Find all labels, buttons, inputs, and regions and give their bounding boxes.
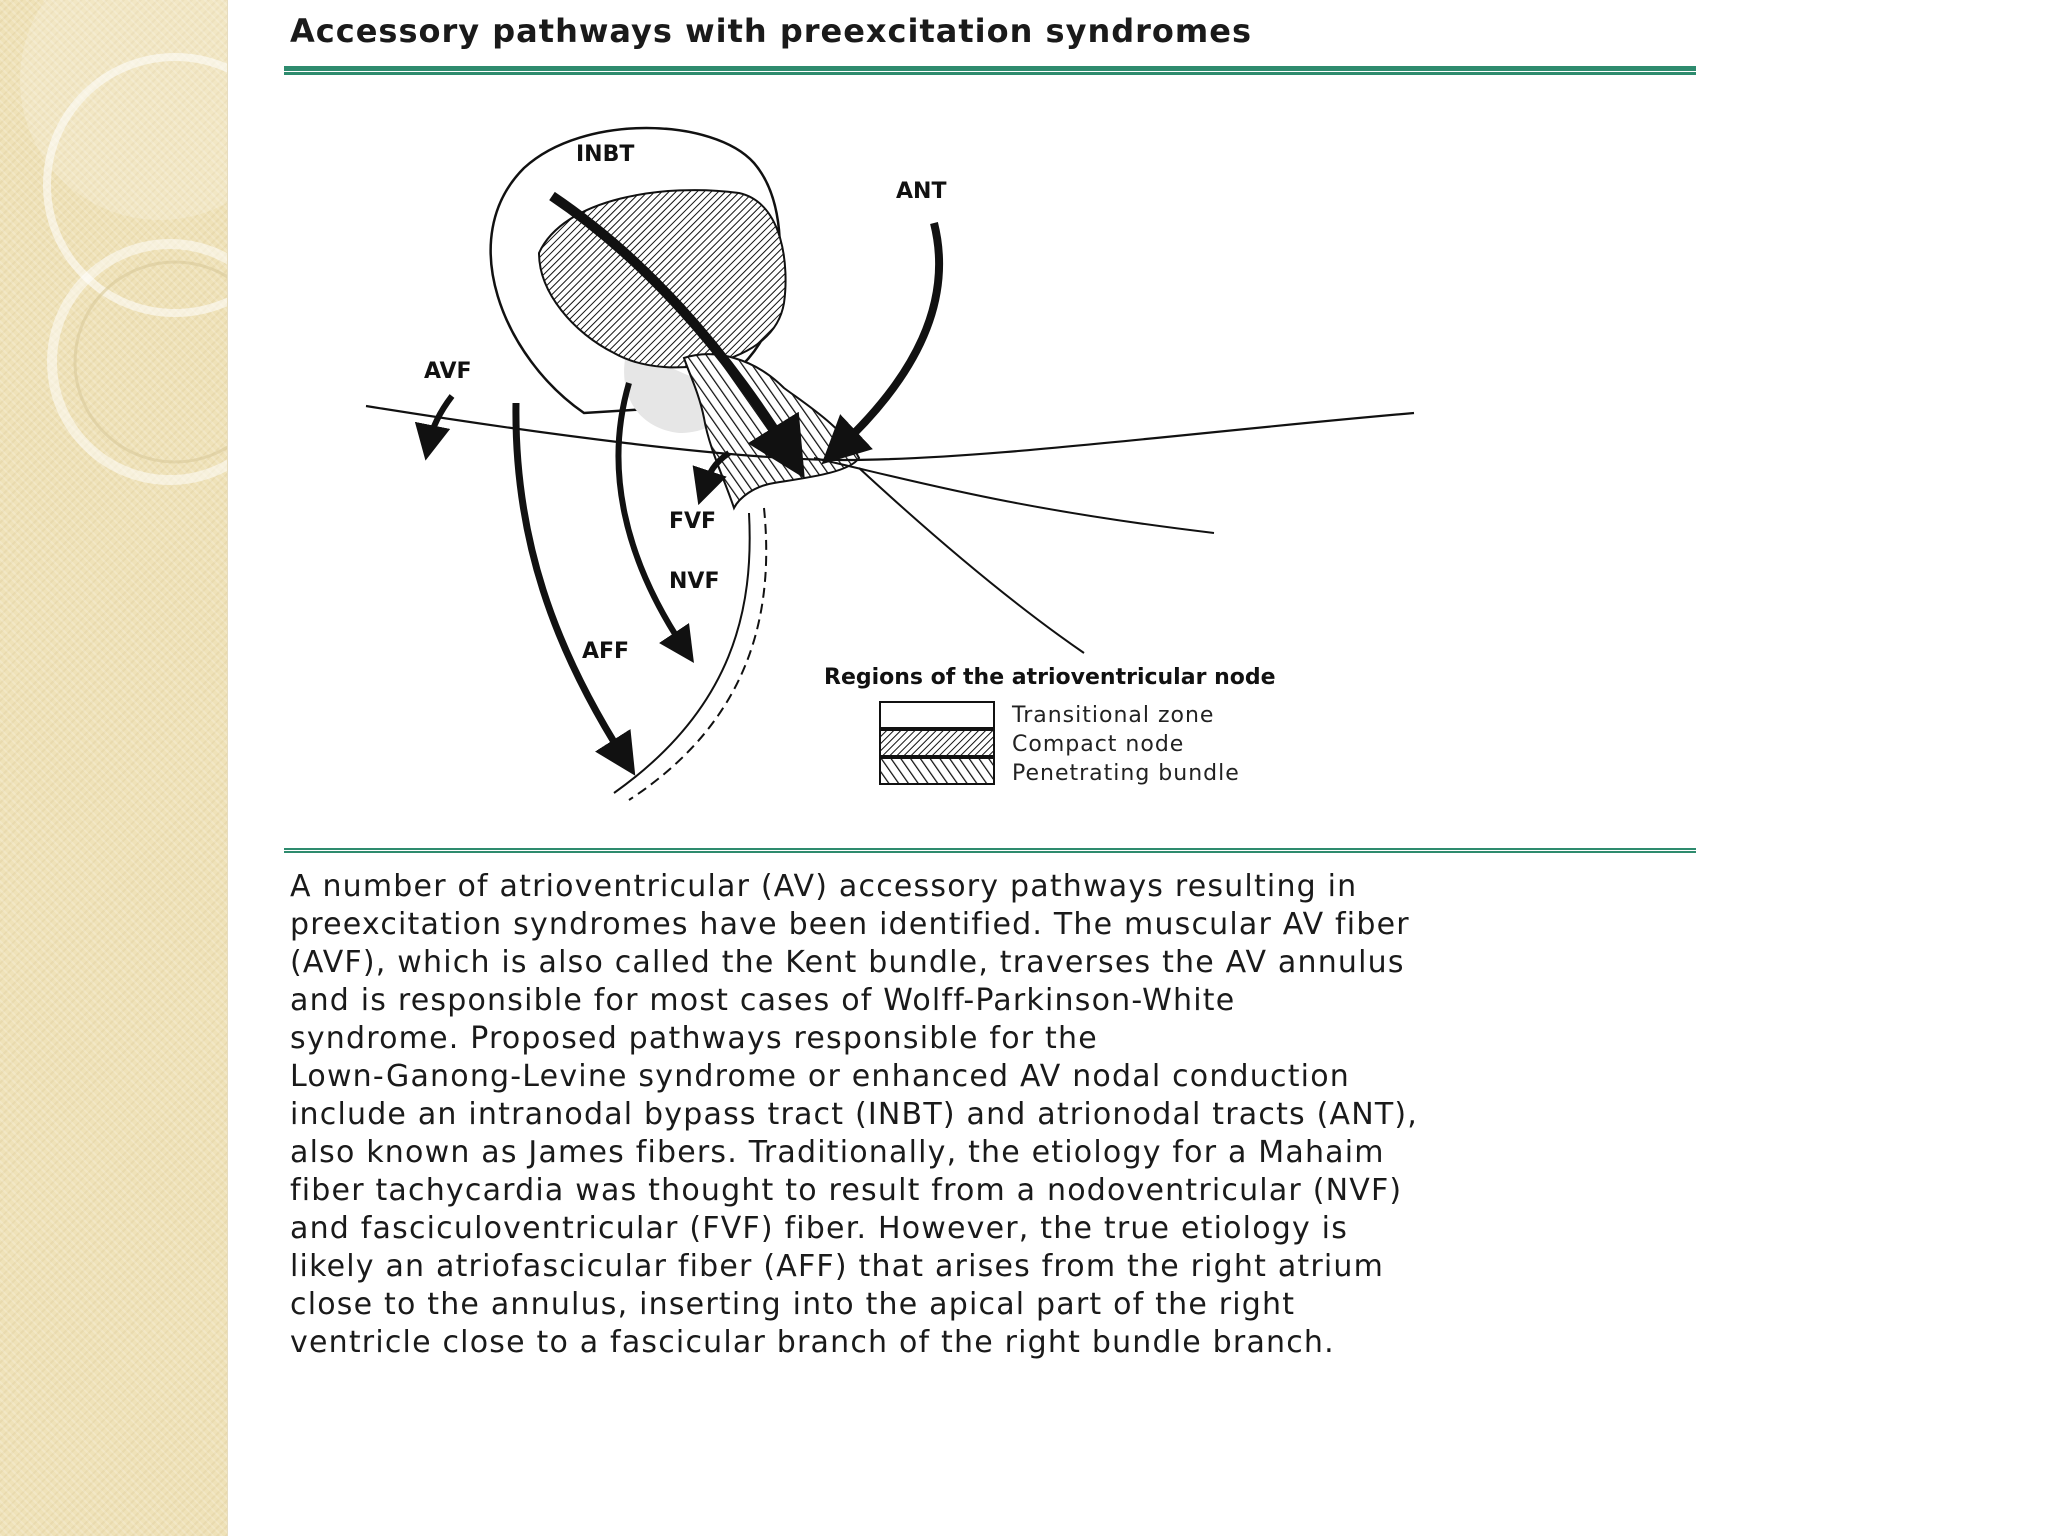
lower-septal-line [859,468,1084,653]
aff-arrow [516,403,624,758]
description-line: fiber tachycardia was thought to result from a nodoventricular (NVF) [290,1173,1403,1208]
description-line: also known as James fibers. Traditionally, the etiology for a Mahaim [290,1135,1385,1170]
description-line: likely an atriofascicular fiber (AFF) that arises from the right atrium [290,1249,1385,1284]
label-fvf: FVF [669,509,717,534]
description-paragraph [290,868,1690,1362]
label-ant: ANT [896,179,947,204]
decorative-sidebar [0,0,228,1536]
annulus-line [366,406,1414,460]
description-line: and fasciculoventricular (FVF) fiber. However, the true etiology is [290,1211,1349,1246]
ant-arrow [839,223,939,448]
description-line: A number of atrioventricular (AV) accessory pathways resulting in [290,869,1358,904]
description-line: preexcitation syndromes have been identified. The muscular AV fiber [290,907,1410,942]
bundle-branch-line-inner [629,508,766,800]
legend-swatch-compact [880,730,994,756]
slide-content [228,0,1708,1536]
small-ring [52,244,227,480]
accessory-pathways-diagram [284,88,1696,828]
legend-swatch-transitional [880,702,994,728]
label-nvf: NVF [669,569,720,594]
slide-title: Accessory pathways with preexcitation syndromes [290,12,1252,50]
legend-swatch-penetrating [880,758,994,784]
title-divider [284,66,1696,76]
label-inbt: INBT [576,142,635,167]
description-line: (AVF), which is also called the Kent bundle, traverses the AV annulus [290,945,1405,980]
description-line: Lown-Ganong-Levine syndrome or enhanced AV nodal conduction [290,1059,1350,1094]
description-line: and is responsible for most cases of Wolff-Parkinson-White [290,983,1236,1018]
septal-line [814,458,1214,533]
soft-disc [20,0,227,220]
legend-label-transitional: Transitional zone [1012,703,1215,728]
description-line: close to the annulus, inserting into the apical part of the right [290,1287,1296,1322]
legend-label-penetrating: Penetrating bundle [1012,761,1240,786]
legend [824,665,1276,786]
description-line: syndrome. Proposed pathways responsible for the [290,1021,1098,1056]
description-line: include an intranodal bypass tract (INBT) and atrionodal tracts (ANT), [290,1097,1419,1132]
legend-label-compact: Compact node [1012,732,1185,757]
figure-divider [284,848,1696,854]
label-avf: AVF [424,359,472,384]
label-aff: AFF [582,639,630,664]
sidebar-circles-decoration [0,0,227,1536]
legend-title: Regions of the atrioventricular node [824,665,1276,690]
description-line: ventricle close to a fascicular branch of the right bundle branch. [290,1325,1335,1360]
